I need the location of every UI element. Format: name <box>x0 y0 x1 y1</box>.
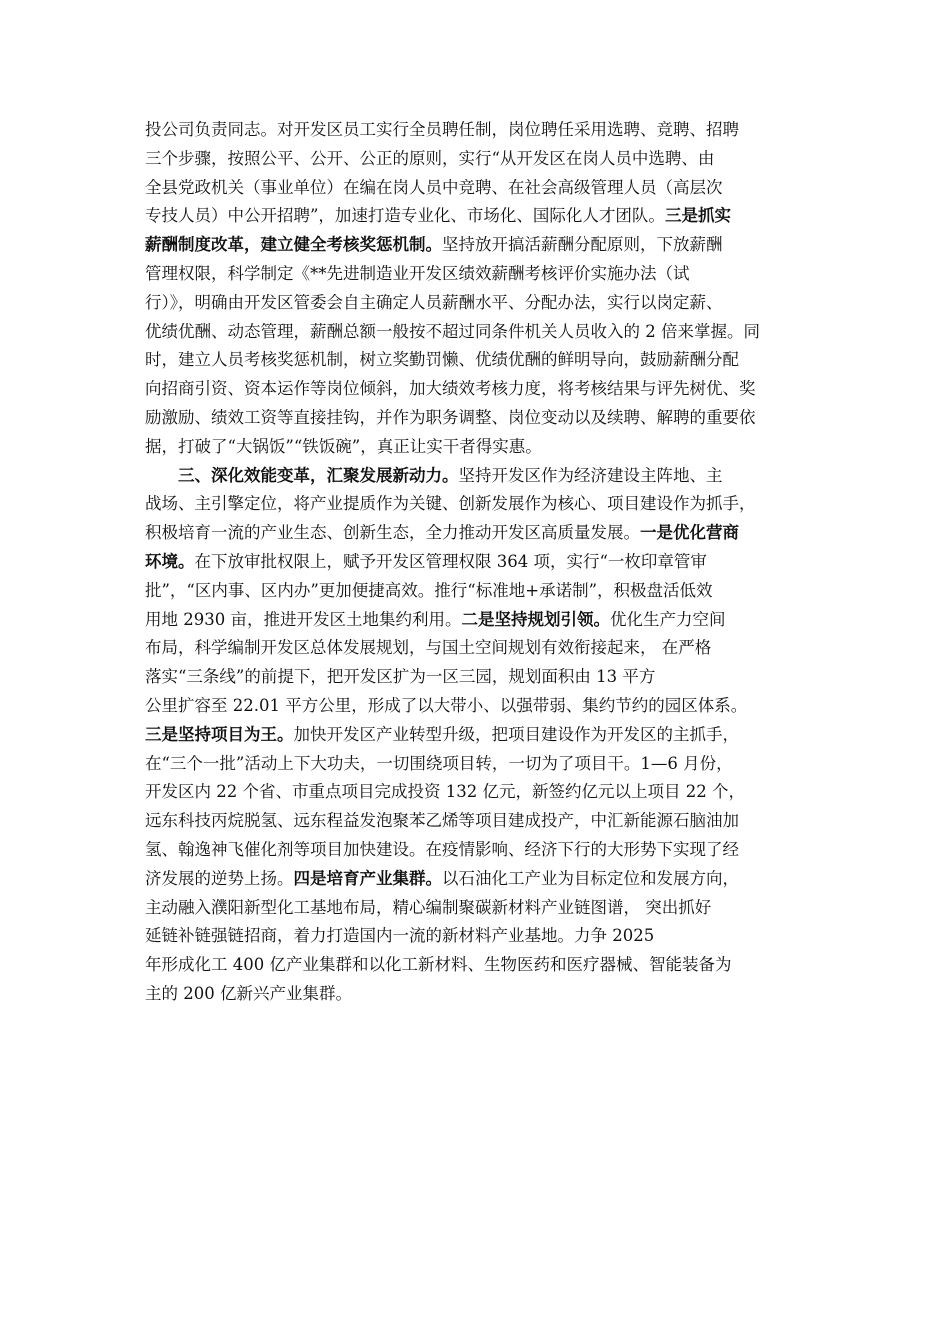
body-text-run: 战场、主引擎定位，将产业提质作为关键、创新发展作为核心、项目建设作为抓手， <box>145 494 756 514</box>
bold-heading-text: 二是坚持规划引领。 <box>461 609 610 629</box>
bold-heading-text: 环境。 <box>145 551 195 571</box>
text-line <box>145 145 815 174</box>
body-text-run: 落实“三条线”的前提下，把开发区扩为一区三园，规划面积由 13 平方 <box>145 667 656 687</box>
body-text-run: 优绩优酬、动态管理，薪酬总额一般按不超过同条件机关人员收入的 2 倍来掌握。同 <box>145 321 760 341</box>
text-line <box>145 894 815 923</box>
body-text-run: 氢、翰逸神飞催化剂等项目加快建设。在疫情影响、经济下行的大形势下实现了经 <box>145 839 739 859</box>
body-text-run: 批”，“区内事、区内办”更加便捷高效。推行“标准地+承诺制”，积极盘活低效 <box>145 580 713 600</box>
text-line <box>145 865 815 894</box>
text-line <box>145 548 815 577</box>
text-line <box>145 231 815 260</box>
text-line <box>145 318 815 347</box>
text-line <box>145 951 815 980</box>
body-text-run: 用地 2930 亩，推进开发区土地集约利用。 <box>145 609 462 629</box>
text-line <box>145 433 815 462</box>
text-line <box>145 404 815 433</box>
text-line <box>145 346 815 375</box>
body-text-run: 行）》，明确由开发区管委会自主确定人员薪酬水平、分配办法，实行以岗定薪、 <box>145 292 723 312</box>
bold-heading-text: 三是抓实 <box>664 206 731 226</box>
text-line <box>145 606 815 635</box>
text-line <box>145 750 815 779</box>
text-line <box>145 174 815 203</box>
bold-heading-text: 薪酬制度改革，建立健全考核奖惩机制。 <box>145 235 442 255</box>
text-line <box>145 663 815 692</box>
body-text-run: 公里扩容至 22.01 平方公里，形成了以大带小、以强带弱、集约节约的园区体系。 <box>145 695 748 715</box>
body-text-run: 三个步骤，按照公平、公开、公正的原则，实行“从开发区在岗人员中选聘、由 <box>145 148 715 168</box>
body-text-run: 据，打破了“大锅饭”“铁饭碗”，真正让实干者得实惠。 <box>145 436 542 456</box>
text-line <box>145 260 815 289</box>
body-text-run: 坚持放开搞活薪酬分配原则，下放薪酬 <box>442 235 723 255</box>
text-line <box>145 836 815 865</box>
body-text-run: 加快开发区产业转型升级，把项目建设作为开发区的主抓手， <box>293 724 739 744</box>
text-line <box>145 922 815 951</box>
text-line <box>145 634 815 663</box>
text-line <box>145 692 815 721</box>
text-line <box>145 202 815 231</box>
body-text-run: 以石油化工产业为目标定位和发展方向， <box>442 868 739 888</box>
body-text-run: 时，建立人员考核奖惩机制，树立奖勤罚懒、优绩优酬的鲜明导向，鼓励薪酬分配 <box>145 350 739 370</box>
text-line <box>145 289 815 318</box>
bold-heading-text: 一是优化营商 <box>640 523 739 543</box>
bold-heading-text: 三是坚持项目为王。 <box>145 724 294 744</box>
body-text-run: 延链补链强链招商，着力打造国内一流的新材料产业基地。力争 2025 <box>145 926 655 946</box>
body-text-run: 远东科技丙烷脱氢、远东程益发泡聚苯乙烯等项目建成投产，中汇新能源石脑油加 <box>145 811 739 831</box>
body-text-run: 布局，科学编制开发区总体发展规划，与国土空间规划有效衔接起来， 在严格 <box>145 638 712 658</box>
bold-heading-text: 四是培育产业集群。 <box>293 868 442 888</box>
text-line <box>145 577 815 606</box>
body-text-run: 年形成化工 400 亿产业集群和以化工新材料、生物医药和医疗器械、智能装备为 <box>145 955 732 975</box>
text-line <box>145 721 815 750</box>
text-line <box>145 807 815 836</box>
text-line <box>145 778 815 807</box>
text-line <box>145 462 815 491</box>
body-text-run: 全县党政机关（事业单位）在编在岗人员中竞聘、在社会高级管理人员（高层次 <box>145 177 723 197</box>
body-text-run: 专技人员）中公开招聘”，加速打造专业化、市场化、国际化人才团队。 <box>145 206 665 226</box>
body-text-run: 积极培育一流的产业生态、创新生态，全力推动开发区高质量发展。 <box>145 523 640 543</box>
body-text-run: 济发展的逆势上扬。 <box>145 868 294 888</box>
body-text-run: 励激励、绩效工资等直接挂钩，并作为职务调整、岗位变动以及续聘、解聘的重要依 <box>145 407 756 427</box>
body-text-run: 在下放审批权限上，赋予开发区管理权限 364 项，实行“一枚印章管审 <box>194 551 707 571</box>
text-line <box>145 519 815 548</box>
text-line <box>145 375 815 404</box>
body-text-run: 主的 200 亿新兴产业集群。 <box>145 983 352 1003</box>
body-text-run: 主动融入濮阳新型化工基地布局，精心编制聚碳新材料产业链图谱， 突出抓好 <box>145 897 712 917</box>
body-text <box>145 116 815 1009</box>
body-text-run: 开发区内 22 个省、市重点项目完成投资 132 亿元，新签约亿元以上项目 22 个， <box>145 782 745 802</box>
body-text-run: 坚持开发区作为经济建设主阵地、主 <box>458 465 723 485</box>
body-text-run: 在“三个一批”活动上下大功夫，一切围绕项目转，一切为了项目干。1—6 月份， <box>145 753 733 773</box>
bold-heading-text: 三、深化效能变革，汇聚发展新动力。 <box>178 465 459 485</box>
body-text-run: 管理权限，科学制定《**先进制造业开发区绩效薪酬考核评价实施办法（试 <box>145 263 690 283</box>
body-text-run: 向招商引资、资本运作等岗位倾斜，加大绩效考核力度，将考核结果与评先树优、奖 <box>145 379 756 399</box>
text-line <box>145 980 815 1009</box>
text-line <box>145 490 815 519</box>
text-line <box>145 116 815 145</box>
body-text-run: 投公司负责同志。对开发区员工实行全员聘任制，岗位聘任采用选聘、竞聘、招聘 <box>145 120 739 139</box>
body-text-run: 优化生产力空间 <box>609 609 726 629</box>
